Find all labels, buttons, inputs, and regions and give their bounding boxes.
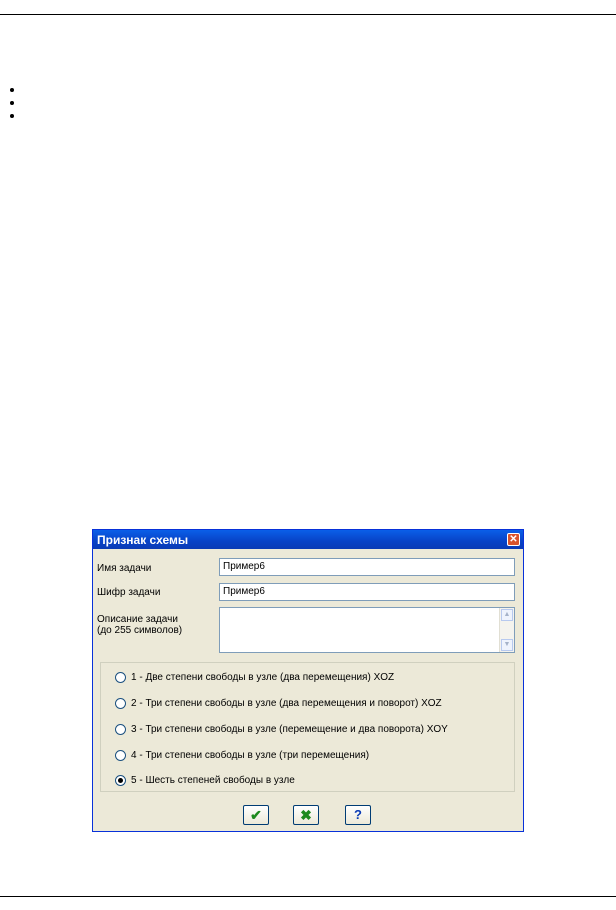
question-icon: ?	[354, 807, 362, 822]
option-label-4: 4 - Три степени свободы в узле (три перемещения)	[131, 750, 370, 761]
option-row-1[interactable]	[115, 672, 394, 683]
radio-option-4[interactable]	[115, 750, 126, 761]
option-row-4[interactable]	[115, 750, 369, 761]
description-label	[97, 614, 182, 636]
option-label-1: 1 - Две степени свободы в узле (два перемещения) XOZ	[131, 672, 395, 683]
option-row-5[interactable]	[115, 775, 295, 786]
radio-option-1[interactable]	[115, 672, 126, 683]
option-row-3[interactable]	[115, 724, 448, 735]
bullet-list	[10, 88, 14, 127]
description-label-line2: (до 255 символов)	[97, 625, 183, 636]
close-button[interactable]	[507, 533, 520, 546]
bottom-rule	[0, 896, 616, 897]
radio-option-5[interactable]	[115, 775, 126, 786]
option-label-5: 5 - Шесть степеней свободы в узле	[131, 775, 295, 786]
ok-button[interactable]	[243, 805, 269, 825]
scroll-down-icon[interactable]: ▼	[501, 639, 513, 651]
option-row-2[interactable]	[115, 698, 442, 709]
bullet-marker	[10, 101, 14, 105]
description-label-line1: Описание задачи	[97, 614, 178, 625]
task-name-input[interactable]: Пример6	[219, 558, 515, 576]
close-icon: ✕	[509, 534, 518, 545]
help-button[interactable]	[345, 805, 371, 825]
option-label-3: 3 - Три степени свободы в узле (перемещение и два поворота) XOY	[131, 724, 448, 735]
description-textarea[interactable]	[219, 607, 515, 653]
option-label-2: 2 - Три степени свободы в узле (два перемещения и поворот) XOZ	[131, 698, 442, 709]
scroll-up-icon[interactable]: ▲	[501, 609, 513, 621]
radio-option-3[interactable]	[115, 724, 126, 735]
dialog-title: Признак схемы	[97, 532, 189, 547]
cross-icon: ✖	[300, 807, 312, 823]
top-rule	[0, 14, 616, 15]
dialog-titlebar[interactable]	[93, 530, 523, 549]
checkmark-icon: ✔	[250, 807, 262, 823]
radio-option-2[interactable]	[115, 698, 126, 709]
bullet-marker	[10, 114, 14, 118]
degrees-of-freedom-group	[100, 662, 515, 792]
scheme-attribute-dialog	[92, 529, 524, 832]
cancel-button[interactable]	[293, 805, 319, 825]
description-scrollbar[interactable]	[499, 608, 514, 652]
task-name-label: Имя задачи	[97, 563, 152, 574]
task-code-label: Шифр задачи	[97, 587, 161, 598]
task-code-input[interactable]: Пример6	[219, 583, 515, 601]
bullet-marker	[10, 88, 14, 92]
